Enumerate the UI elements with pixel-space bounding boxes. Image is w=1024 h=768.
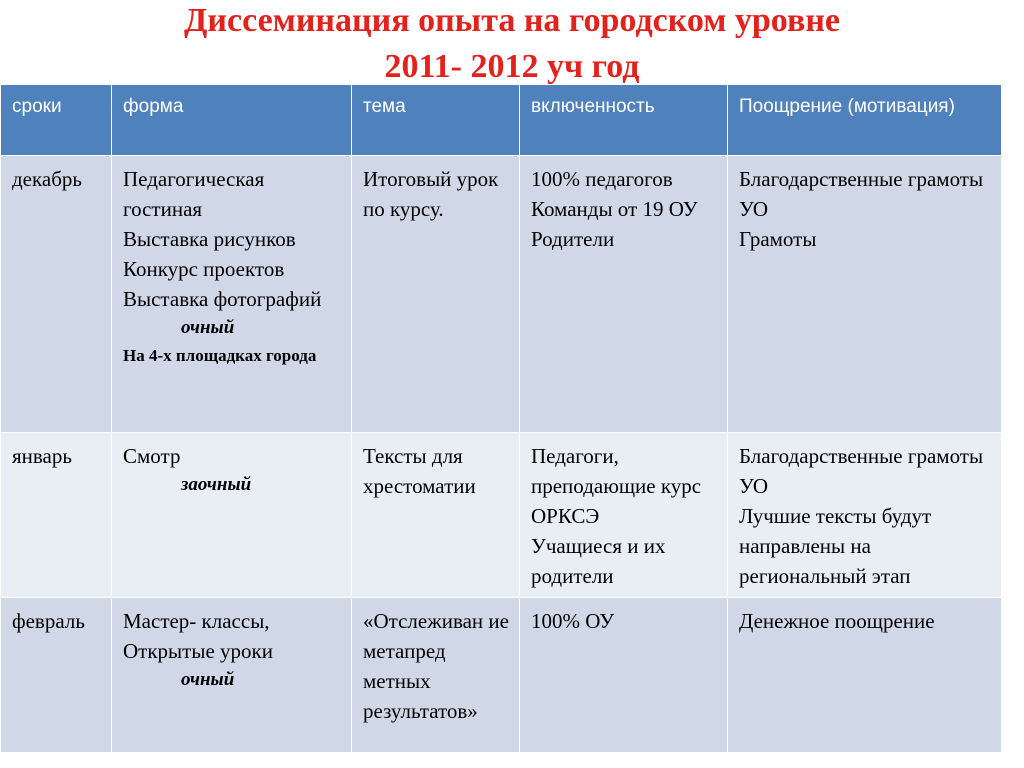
form-cell [112, 156, 352, 433]
participation-line: 100% ОУ [531, 609, 615, 633]
reward-cell [728, 156, 1002, 433]
dissemination-table [0, 84, 1002, 753]
form-mode: очный [181, 317, 235, 338]
header-form: форма [112, 85, 352, 156]
form-mode: очный [181, 669, 235, 690]
form-note: На 4-х площадках города [123, 346, 317, 365]
form-line: Мастер- классы, [123, 609, 270, 633]
title-line-2: 2011- 2012 уч год [384, 48, 640, 85]
reward-line: Благодарственные грамоты УО [739, 167, 984, 221]
table-row [1, 433, 1002, 598]
header-participation: включенность [520, 85, 728, 156]
participation-cell [520, 433, 728, 598]
header-topic: тема [352, 85, 520, 156]
title-line-1: Диссеминация опыта на городском уровне [184, 2, 840, 39]
table-row [1, 598, 1002, 753]
topic-cell: Итоговый урок по курсу. [352, 156, 520, 433]
reward-cell [728, 433, 1002, 598]
form-cell [112, 433, 352, 598]
reward-line: Грамоты [739, 227, 817, 251]
reward-line: Благодарственные грамоты УО [739, 444, 984, 498]
form-line: Педагогическая гостиная [123, 167, 265, 221]
topic-cell: «Отслеживан ие метапред метных результатов» [352, 598, 520, 753]
period-cell: февраль [1, 598, 112, 753]
participation-cell [520, 598, 728, 753]
participation-cell [520, 156, 728, 433]
form-line: Открытые уроки [123, 639, 273, 663]
participation-line: Педагоги, преподающие курс ОРКСЭ [531, 444, 702, 528]
table-row [1, 156, 1002, 433]
reward-line: Денежное поощрение [739, 609, 935, 633]
participation-line: Родители [531, 227, 615, 251]
participation-line: 100% педагогов [531, 167, 673, 191]
reward-cell [728, 598, 1002, 753]
reward-line: Лучшие тексты будут направлены на региональный этап [739, 504, 932, 588]
form-line: Смотр [123, 444, 181, 468]
form-cell [112, 598, 352, 753]
header-period: сроки [1, 85, 112, 156]
form-line: Конкурс проектов [123, 257, 285, 281]
header-reward: Поощрение (мотивация) [728, 85, 1002, 156]
period-cell: январь [1, 433, 112, 598]
form-mode: заочный [181, 474, 252, 495]
form-line: Выставка фотографий [123, 287, 322, 311]
form-line: Выставка рисунков [123, 227, 296, 251]
period-cell: декабрь [1, 156, 112, 433]
participation-line: Команды от 19 ОУ [531, 197, 698, 221]
topic-cell: Тексты для хрестоматии [352, 433, 520, 598]
participation-line: Учащиеся и их родители [531, 534, 666, 588]
header-row [1, 85, 1002, 156]
